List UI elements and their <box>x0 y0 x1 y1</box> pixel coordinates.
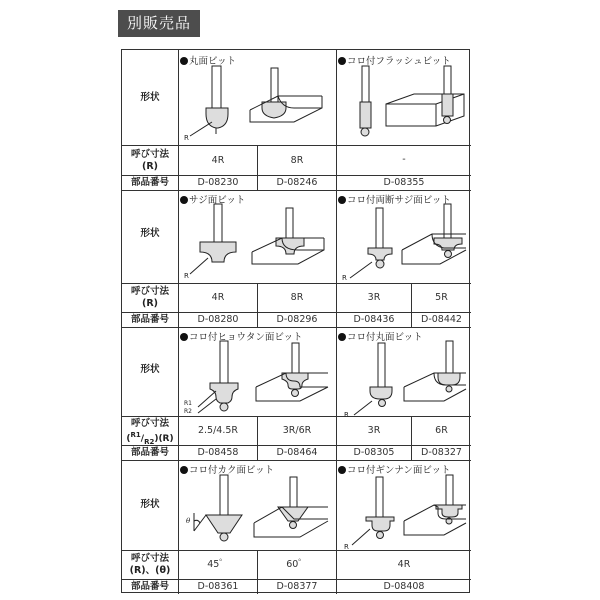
part-number: D-08246 <box>276 177 318 188</box>
part-number-label: 部品番号 <box>130 447 169 458</box>
size-value: 3R/6R <box>282 425 312 436</box>
size-unit-label: (R)、(θ) <box>129 565 171 576</box>
radius-label: R <box>342 274 347 282</box>
radius-label: R <box>344 411 349 417</box>
radius-label: R <box>344 543 349 551</box>
section-title: 別販売品 <box>118 10 200 37</box>
size-value: 3R <box>367 292 381 303</box>
row-divider <box>122 327 471 328</box>
part-number-label: 部品番号 <box>130 177 169 188</box>
radius-label: R <box>184 134 189 142</box>
round-nose-bit-illustration <box>182 64 332 144</box>
size-value: 6R <box>435 425 448 436</box>
ogee-bit-illustration <box>182 339 332 417</box>
cove-bit-illustration <box>182 202 332 282</box>
row-divider <box>122 175 471 176</box>
shape-label: 形状 <box>140 364 160 375</box>
product-caption: コロ付フラッシュビット <box>338 53 451 67</box>
part-number-label: 部品番号 <box>130 314 169 325</box>
shape-label: 形状 <box>140 92 160 103</box>
part-number: D-08436 <box>353 314 395 325</box>
part-number: D-08280 <box>197 314 239 325</box>
part-number: D-08327 <box>421 447 462 458</box>
size-unit-label: (R) <box>142 298 158 309</box>
size-label: 呼び寸法 <box>130 286 169 297</box>
part-number-label: 部品番号 <box>130 581 169 592</box>
size-value: 45゜ <box>207 559 229 570</box>
part-number: D-08305 <box>353 447 395 458</box>
size-value: - <box>402 154 406 165</box>
radius-label: R2 <box>184 408 192 415</box>
size-value: 8R <box>290 292 304 303</box>
part-number: D-08458 <box>197 447 239 458</box>
size-value: 4R <box>211 292 225 303</box>
size-label: 呼び寸法 <box>130 418 169 429</box>
product-caption: コロ付カク面ビット <box>180 462 274 476</box>
part-number: D-08230 <box>197 177 239 188</box>
part-number: D-08361 <box>197 581 239 592</box>
flush-trim-bit-illustration <box>340 64 468 144</box>
size-value: 3R <box>367 425 381 436</box>
size-value: 5R <box>435 292 448 303</box>
size-unit-label: $(^{R1}/_{R2})(R)$ <box>126 431 174 446</box>
size-value: 4R <box>397 559 411 570</box>
row-divider <box>122 312 471 313</box>
row-divider <box>122 579 471 580</box>
bearing-cove-bit-illustration <box>340 202 468 282</box>
size-value: 60゜ <box>286 559 308 570</box>
angle-label: θ <box>186 517 191 525</box>
product-caption: コロ付ギンナン面ビット <box>338 462 451 476</box>
product-caption: コロ付両断サジ面ビット <box>338 192 451 206</box>
part-number: D-08408 <box>383 581 425 592</box>
radius-label: R1 <box>184 400 192 407</box>
shape-label: 形状 <box>140 499 160 510</box>
size-value: 4R <box>211 155 225 166</box>
radius-label: R <box>184 272 189 280</box>
part-number: D-08464 <box>276 447 318 458</box>
product-caption: コロ付丸面ビット <box>338 329 423 343</box>
part-number: D-08442 <box>421 314 462 325</box>
size-value: 8R <box>290 155 304 166</box>
size-value: 2.5/4.5R <box>197 425 239 436</box>
row-divider <box>122 190 471 191</box>
product-caption: サジ面ビット <box>180 192 245 206</box>
shape-label: 形状 <box>140 228 160 239</box>
part-number: D-08355 <box>383 177 425 188</box>
bearing-roundover-bit-illustration <box>340 339 468 417</box>
product-table <box>121 49 470 593</box>
row-divider <box>122 145 471 146</box>
size-label: 呼び寸法 <box>130 553 169 564</box>
part-number: D-08377 <box>276 581 318 592</box>
size-unit-label: (R) <box>142 161 158 172</box>
row-divider <box>122 283 471 284</box>
part-number: D-08296 <box>276 314 318 325</box>
bearing-ovolo-bit-illustration <box>340 473 468 551</box>
row-divider <box>122 460 471 461</box>
chamfer-bit-illustration <box>182 473 332 551</box>
size-label: 呼び寸法 <box>130 149 169 160</box>
product-caption: コロ付ヒョウタン面ビット <box>180 329 303 343</box>
product-caption: 丸面ビット <box>180 53 236 67</box>
